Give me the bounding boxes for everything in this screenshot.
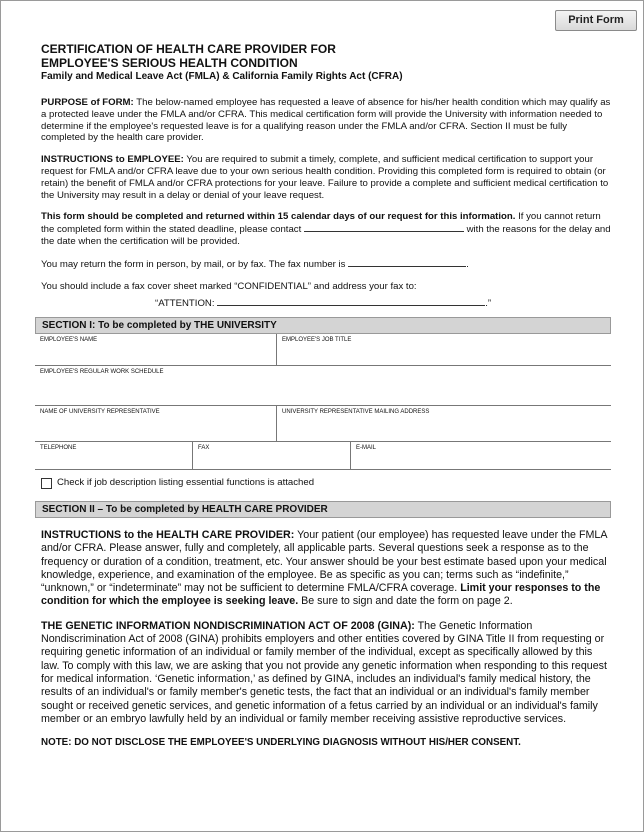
provider-instructions-paragraph	[41, 529, 611, 609]
job-description-check-label: Check if job description listing essential functions is attached	[57, 477, 315, 488]
section1-row-1	[35, 334, 611, 366]
section1-row-2	[35, 366, 611, 406]
purpose-paragraph	[41, 97, 611, 144]
contact-blank[interactable]	[304, 223, 464, 232]
return-end: .	[466, 258, 469, 270]
email-label: E-MAIL	[356, 445, 377, 451]
employee-instructions-text: You are required to submit a timely, complete, and sufficient medical certification to support your request for FMLA and/or CFRA leave due to your own serious health condition. Providing this completed form is required to obtain (or retain) the benefit of FMLA and/or CFRA protections for your leave. Failure to provide a complete and sufficient medical certification to the University may result in a delay or denial of your leave request.	[41, 154, 609, 201]
gina-paragraph	[41, 620, 611, 726]
print-form-button[interactable]: Print Form	[555, 10, 637, 31]
job-description-checkbox[interactable]	[41, 478, 52, 489]
gina-text: The Genetic Information Nondiscrimination Act of 2008 (GINA) prohibits employers and other entities covered by GINA Title II from requesting or requiring genetic information of an individual or family member of the individual, except as specifically allowed by this law. To comply with this law, we are asking that you not provide any genetic information when responding to this request for medical information. ‘Genetic information,’ as defined by GINA, includes an individual's family medical history, the results of an individual's or family member's genetic tests, the fact that an individual or an individual's family member sought or received genetic services, and genetic information of a fetus carried by an individual or an individual's family member or an embryo lawfully held by an individual or family member receiving assistive reproductive services.	[41, 619, 607, 725]
section1-header: SECTION I: To be completed by THE UNIVERSITY	[35, 317, 611, 334]
section2-body	[41, 529, 611, 749]
job-title-label: EMPLOYEE'S JOB TITLE	[282, 337, 352, 343]
section1-grid	[35, 334, 611, 470]
form-title-line2: EMPLOYEE'S SERIOUS HEALTH CONDITION	[41, 56, 298, 70]
return-paragraph	[41, 258, 611, 271]
purpose-heading: PURPOSE of FORM:	[41, 97, 134, 108]
form-title-line1: CERTIFICATION OF HEALTH CARE PROVIDER FOR	[41, 42, 336, 56]
fax-label: FAX	[198, 445, 210, 451]
section1-row-3	[35, 406, 611, 442]
form-subtitle: Family and Medical Leave Act (FMLA) & California Family Rights Act (CFRA)	[41, 71, 403, 82]
attention-suffix: .”	[485, 298, 492, 310]
employee-instructions-heading: INSTRUCTIONS to EMPLOYEE:	[41, 154, 184, 166]
rep-address-field[interactable]	[276, 406, 611, 441]
diagnosis-note: NOTE: DO NOT DISCLOSE THE EMPLOYEE'S UNDERLYING DIAGNOSIS WITHOUT HIS/HER CONSENT.	[41, 737, 521, 749]
fax-cover-paragraph: You should include a fax cover sheet marked “CONFIDENTIAL” and address your fax to:	[41, 280, 417, 292]
section2-header: SECTION II – To be completed by HEALTH CARE PROVIDER	[35, 501, 611, 518]
job-description-check	[41, 477, 314, 489]
work-schedule-field[interactable]	[35, 366, 611, 405]
gina-heading: THE GENETIC INFORMATION NONDISCRIMINATION ACT OF 2008 (GINA):	[41, 619, 415, 632]
provider-instructions-end: Be sure to sign and date the form on page 2.	[298, 595, 513, 608]
provider-instructions-bold: Limit your responses to the condition for which the employee is seeking leave.	[41, 582, 601, 608]
deadline-bold: This form should be completed and returned within 15 calendar days of our request for this information.	[41, 211, 516, 223]
job-title-field[interactable]	[276, 334, 611, 365]
employee-name-label: EMPLOYEE'S NAME	[40, 337, 98, 343]
form-intro	[41, 42, 611, 320]
purpose-text: The below-named employee has requested a leave of absence for his/her health condition which may qualify as a protected leave under the FMLA and/or CFRA. This medical certification form will provide the University with information needed to determine if the employee's requested leave is for a qualifying reason under the FMLA and/or CFRA. Section II must be fully completed by the health care provider.	[41, 97, 611, 144]
attention-prefix: “ATTENTION:	[155, 298, 218, 310]
fax-field[interactable]	[192, 442, 350, 469]
rep-name-label: NAME OF UNIVERSITY REPRESENTATIVE	[40, 409, 160, 415]
attention-line	[155, 297, 611, 310]
employee-instructions-paragraph	[41, 154, 611, 201]
fax-number-blank[interactable]	[348, 258, 466, 267]
return-text: You may return the form in person, by mail, or by fax. The fax number is	[41, 258, 349, 270]
email-field[interactable]	[350, 442, 611, 469]
employee-name-field[interactable]	[35, 334, 276, 365]
attention-blank[interactable]	[217, 297, 485, 306]
rep-address-label: UNIVERSITY REPRESENTATIVE MAILING ADDRESS	[282, 409, 430, 415]
deadline-text2: with the reasons for the delay and the date when the certification will be provided.	[41, 224, 611, 247]
provider-instructions-heading: INSTRUCTIONS to the HEALTH CARE PROVIDER:	[41, 529, 295, 541]
rep-name-field[interactable]	[35, 406, 276, 441]
deadline-paragraph	[41, 211, 611, 247]
deadline-text1: If you cannot return the completed form within the stated deadline, please contact	[41, 211, 601, 236]
telephone-label: TELEPHONE	[40, 445, 77, 451]
telephone-field[interactable]	[35, 442, 192, 469]
section1-row-4	[35, 442, 611, 470]
provider-instructions-text: Your patient (our employee) has requested leave under the FMLA and/or CFRA. Please answer, fully and completely, all applicable parts. Several questions seek a response as to the frequency or duration of a condition, treatment, etc. Your answer should be your best estimate based upon your medical knowledge, experience, and examination of the employee. Be as specific as you can; terms such as “indefinite,” “unknown,” or “indeterminate” may not be sufficient to determine FMLA/CFRA coverage.	[41, 529, 607, 595]
work-schedule-label: EMPLOYEE'S REGULAR WORK SCHEDULE	[40, 369, 164, 375]
